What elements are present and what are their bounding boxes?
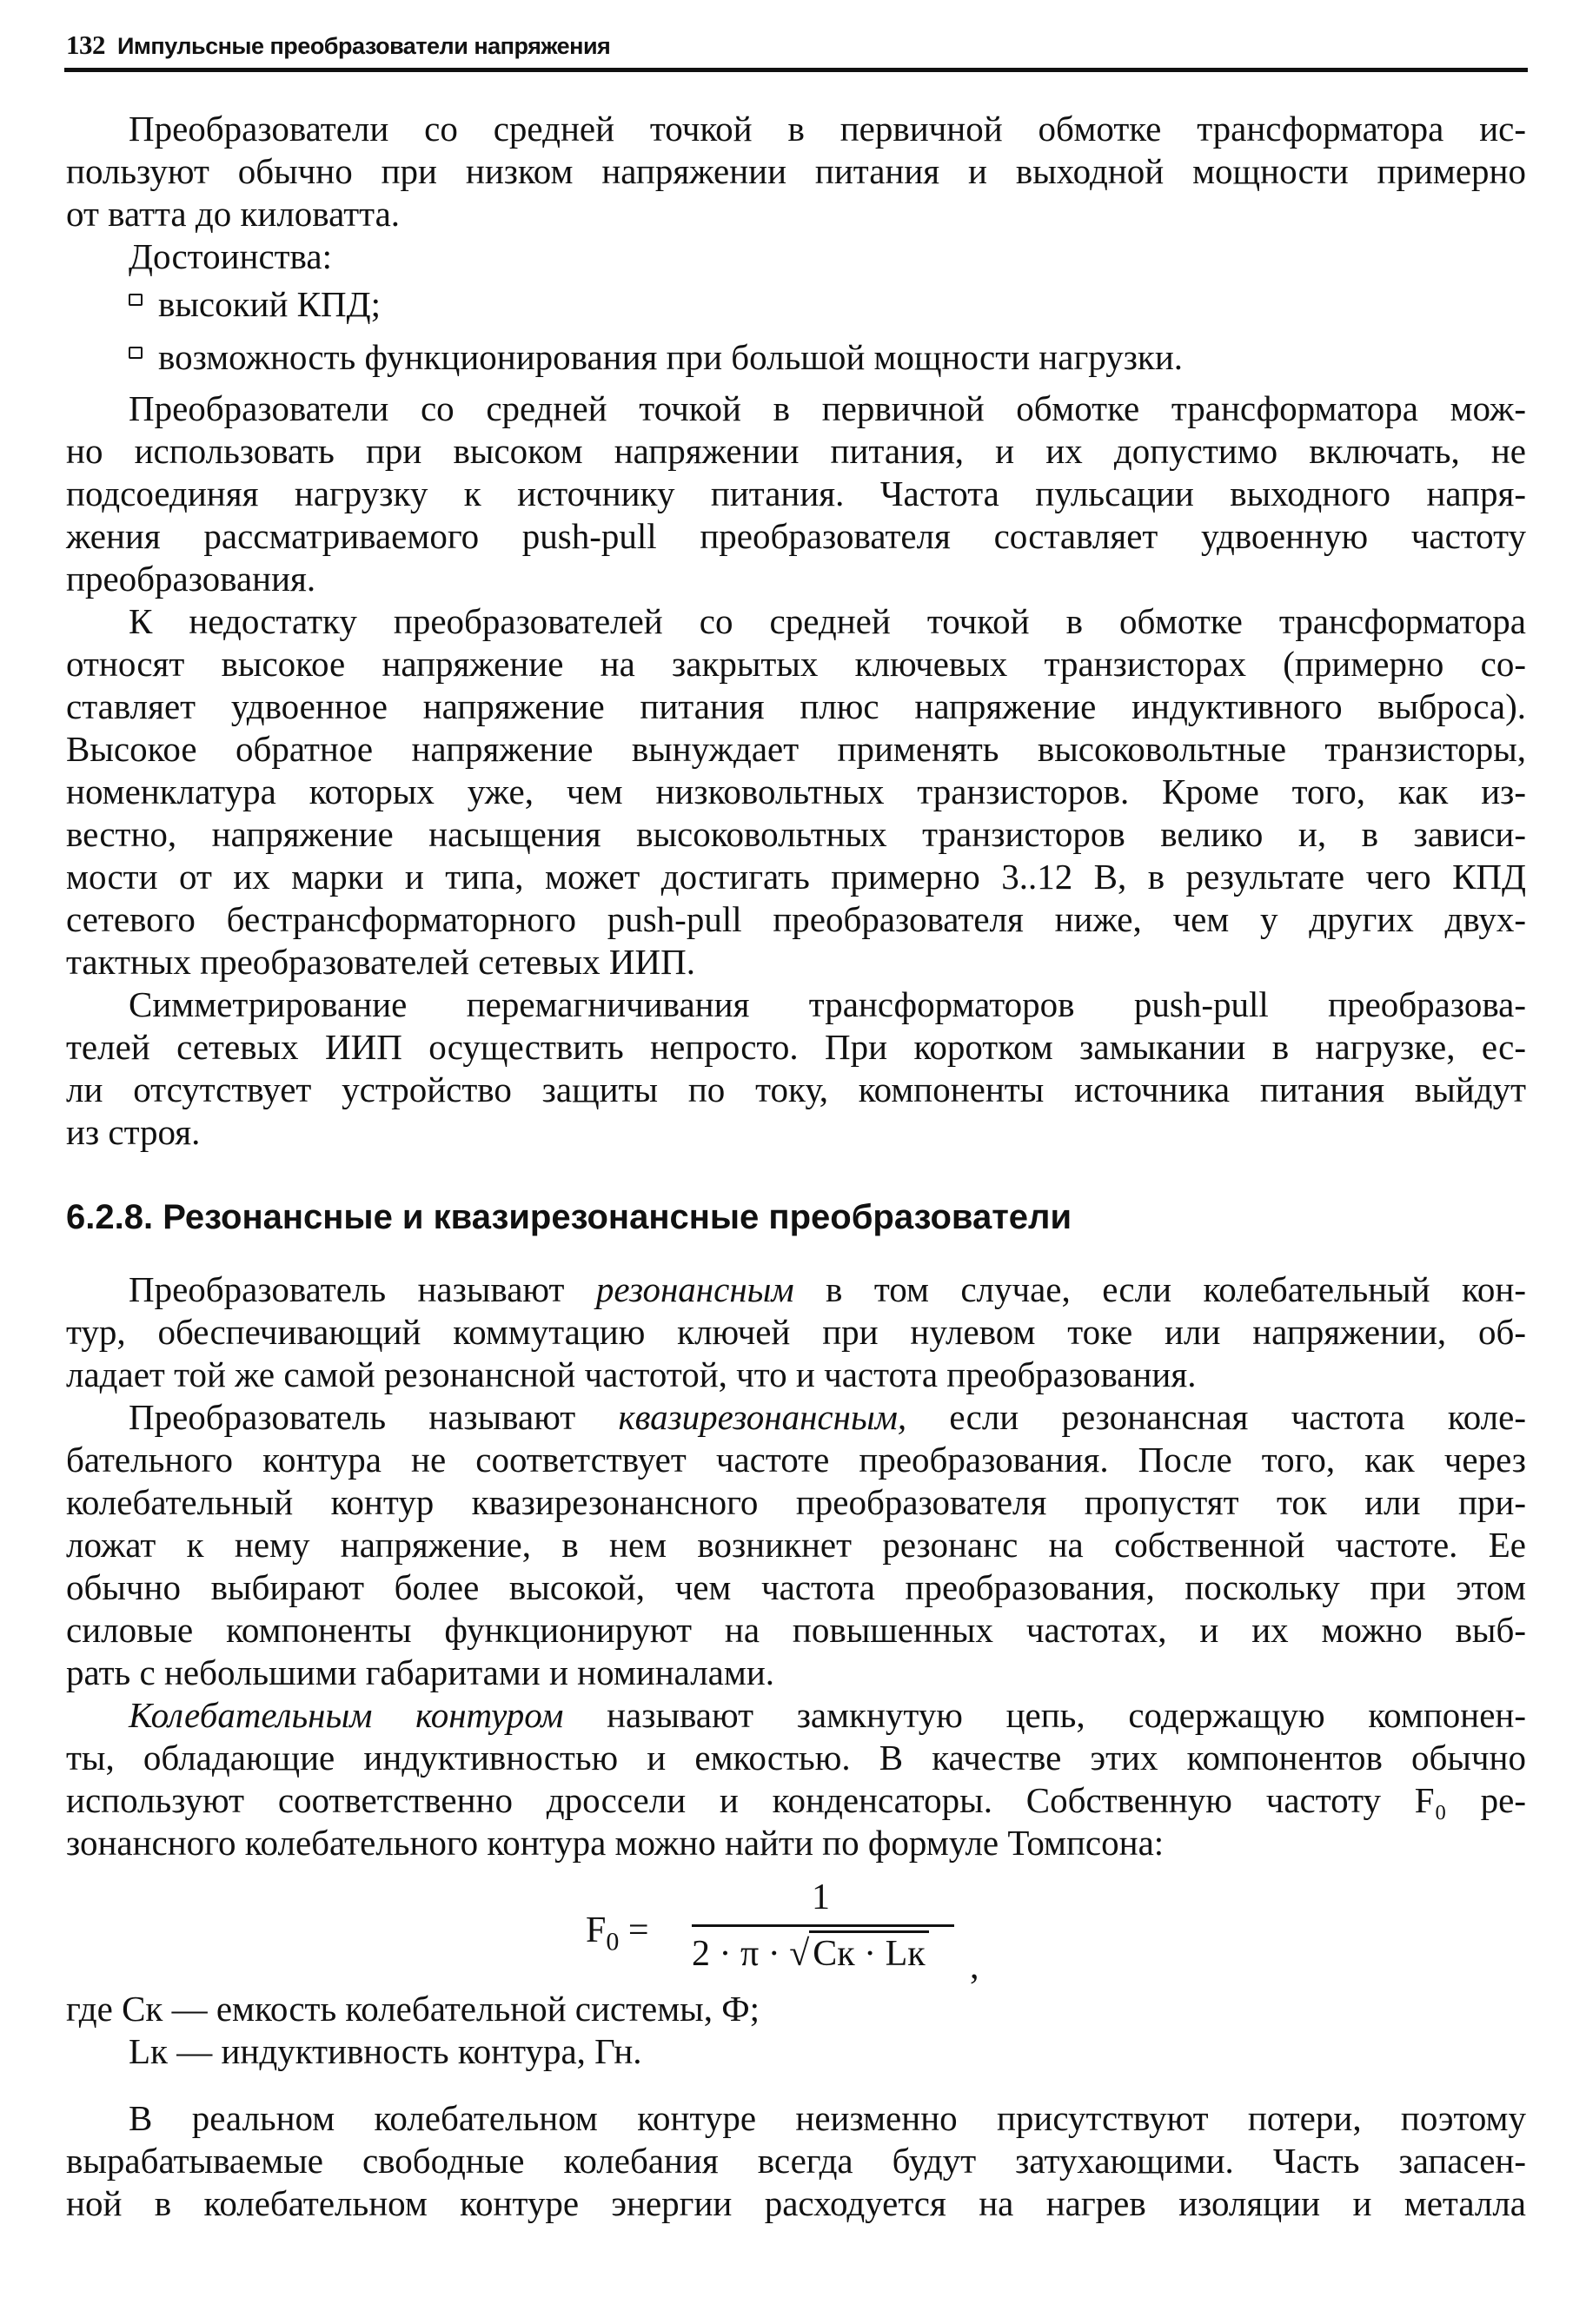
- text-line: [66, 1694, 1526, 1737]
- text-line: [66, 1396, 1526, 1439]
- text-line: силовые компоненты функционируют на повышенных частотах, и их можно выб-: [66, 1610, 1526, 1650]
- text-line: рать с небольшими габаритами и номиналами.: [66, 1652, 775, 1692]
- running-title: Импульсные преобразователи напряжения: [117, 33, 611, 59]
- formula-lhs: [586, 1910, 649, 1963]
- formula-radicand: Cк · Lк: [809, 1930, 928, 1976]
- paragraph-8: [66, 2097, 1526, 2225]
- text-line: зонансного колебательного контура можно найти по формуле Томпсона:: [66, 1823, 1165, 1863]
- text-line: обычно выбирают более высокой, чем частота преобразования, поскольку при этом: [66, 1567, 1526, 1607]
- text-line: мости от их марки и типа, может достигать примерно 3..12 В, в результате чего КПД: [66, 857, 1526, 897]
- text-line: подсоединяя нагрузку к источнику питания. Частота пульсации выходного напря-: [66, 473, 1526, 513]
- text-line: от ватта до киловатта.: [66, 194, 401, 234]
- text-line: ной в колебательном контуре энергии расходуется на нагрев изоляции и металла: [66, 2183, 1526, 2223]
- text-line: Симметрирование перемагничивания трансформаторов push-pull преобразова-: [129, 984, 1526, 1024]
- paragraph-1: [66, 108, 1526, 235]
- advantages-label: Достоинства:: [129, 236, 332, 276]
- text-line: жения рассматриваемого push-pull преобразователя составляет удвоенную частоту: [66, 516, 1526, 556]
- list-item: [66, 283, 1526, 326]
- text-line: преобразования.: [66, 559, 316, 599]
- text-line: из строя.: [66, 1112, 201, 1152]
- fraction-bar: [692, 1924, 954, 1927]
- text-line: бательного контура не соответствует частоте преобразования. После того, как через: [66, 1440, 1526, 1480]
- where-clause: [66, 1988, 1526, 2073]
- bullet-text: высокий КПД;: [158, 284, 381, 324]
- section-heading: 6.2.8. Резонансные и квазирезонансные преобразователи: [66, 1198, 1072, 1236]
- term-quasiresonant: квазирезонансным,: [618, 1397, 907, 1437]
- paragraph-2: [66, 387, 1526, 600]
- text-line: пользуют обычно при низком напряжении питания и выходной мощности примерно: [66, 151, 1526, 191]
- text-line: В реальном колебательном контуре неизменно присутствуют потери, поэтому: [129, 2098, 1526, 2138]
- text-line: относят высокое напряжение на закрытых ключевых транзисторах (примерно со-: [66, 644, 1526, 684]
- text-line: телей сетевых ИИП осуществить непросто. При коротком замыкании в нагрузке, ес-: [66, 1027, 1526, 1067]
- text-line: где Cк — емкость колебательной системы, Ф;: [66, 1989, 760, 2029]
- page-body: [66, 108, 1526, 2225]
- formula-subscript: 0: [606, 1927, 620, 1957]
- text-line: Высокое обратное напряжение вынуждает применять высоковольтные транзисторы,: [66, 729, 1526, 769]
- sqrt-icon: √: [789, 1934, 810, 1974]
- paragraph-4: [66, 983, 1526, 1154]
- paragraph-6: [66, 1396, 1526, 1694]
- page-number: 132: [66, 30, 105, 60]
- text-run: если резонансная частота коле-: [906, 1397, 1526, 1437]
- term-resonant: резонансным: [595, 1269, 794, 1309]
- text-line: Lк — индуктивность контура, Гн.: [129, 2031, 642, 2071]
- formula-equals: =: [619, 1910, 649, 1950]
- header-rule: [64, 68, 1528, 72]
- paragraph-3: [66, 600, 1526, 983]
- text-line: используют соответственно дроссели и конденсаторы. Собственную частоту F₀ ре-: [66, 1780, 1526, 1820]
- list-item: [66, 336, 1526, 379]
- paragraph-7: [66, 1694, 1526, 1864]
- formula-numerator: 1: [812, 1877, 830, 1917]
- bullet-icon: [129, 294, 143, 306]
- text-line: тур, обеспечивающий коммутацию ключей при нулевом токе или напряжении, об-: [66, 1312, 1526, 1352]
- text-line: ты, обладающие индуктивностью и емкостью. В качестве этих компонентов обычно: [66, 1738, 1526, 1778]
- text-line: ставляет удвоенное напряжение питания плюс напряжение индуктивного выброса).: [66, 686, 1526, 726]
- paragraph-5: [66, 1268, 1526, 1396]
- text-line: Преобразователи со средней точкой в первичной обмотке трансформатора мож-: [129, 388, 1526, 428]
- text-line: ли отсутствует устройство защиты по току, компоненты источника питания выйдут: [66, 1069, 1526, 1109]
- formula-denominator: [692, 1930, 929, 1976]
- text-line: Преобразователи со средней точкой в первичной обмотке трансформатора ис-: [129, 109, 1526, 149]
- text-line: ложат к нему напряжение, в нем возникнет резонанс на собственной частоте. Ее: [66, 1525, 1526, 1565]
- text-line: К недостатку преобразователей со средней точкой в обмотке трансформатора: [129, 601, 1526, 641]
- term-oscillating-circuit: Колебательным контуром: [129, 1695, 564, 1735]
- text-line: вестно, напряжение насыщения высоковольтных транзисторов велико и, в зависи-: [66, 814, 1526, 854]
- formula-symbol: F: [586, 1910, 607, 1950]
- text-line: тактных преобразователей сетевых ИИП.: [66, 942, 695, 982]
- running-header: [66, 30, 610, 61]
- text-line: но использовать при высоком напряжении питания, и их допустимо включать, не: [66, 431, 1526, 471]
- text-line: [66, 1268, 1526, 1311]
- bullet-text: возможность функционирования при большой мощности нагрузки.: [158, 337, 1184, 377]
- text-run: называют замкнутую цепь, содержащую компонен-: [563, 1695, 1526, 1735]
- text-line: колебательный контур квазирезонансного преобразователя пропустят ток или при-: [66, 1482, 1526, 1522]
- text-line: номенклатура которых уже, чем низковольтных транзисторов. Кроме того, как из-: [66, 771, 1526, 811]
- formula-den-prefix: 2 · π ·: [692, 1934, 790, 1974]
- text-line: сетевого бестрансформаторного push-pull преобразователя ниже, чем у других двух-: [66, 899, 1526, 939]
- text-run: в том случае, если колебательный кон-: [793, 1269, 1526, 1309]
- text-run: Преобразователь называют: [129, 1269, 596, 1309]
- text-line: вырабатываемые свободные колебания всегда будут затухающими. Часть запасен-: [66, 2141, 1526, 2181]
- text-run: Преобразователь называют: [129, 1397, 619, 1437]
- text-line: ладает той же самой резонансной частотой, что и частота преобразования.: [66, 1354, 1197, 1394]
- thompson-formula: [66, 1877, 1526, 1987]
- bullet-icon: [129, 347, 143, 359]
- formula-comma: ,: [970, 1947, 979, 1987]
